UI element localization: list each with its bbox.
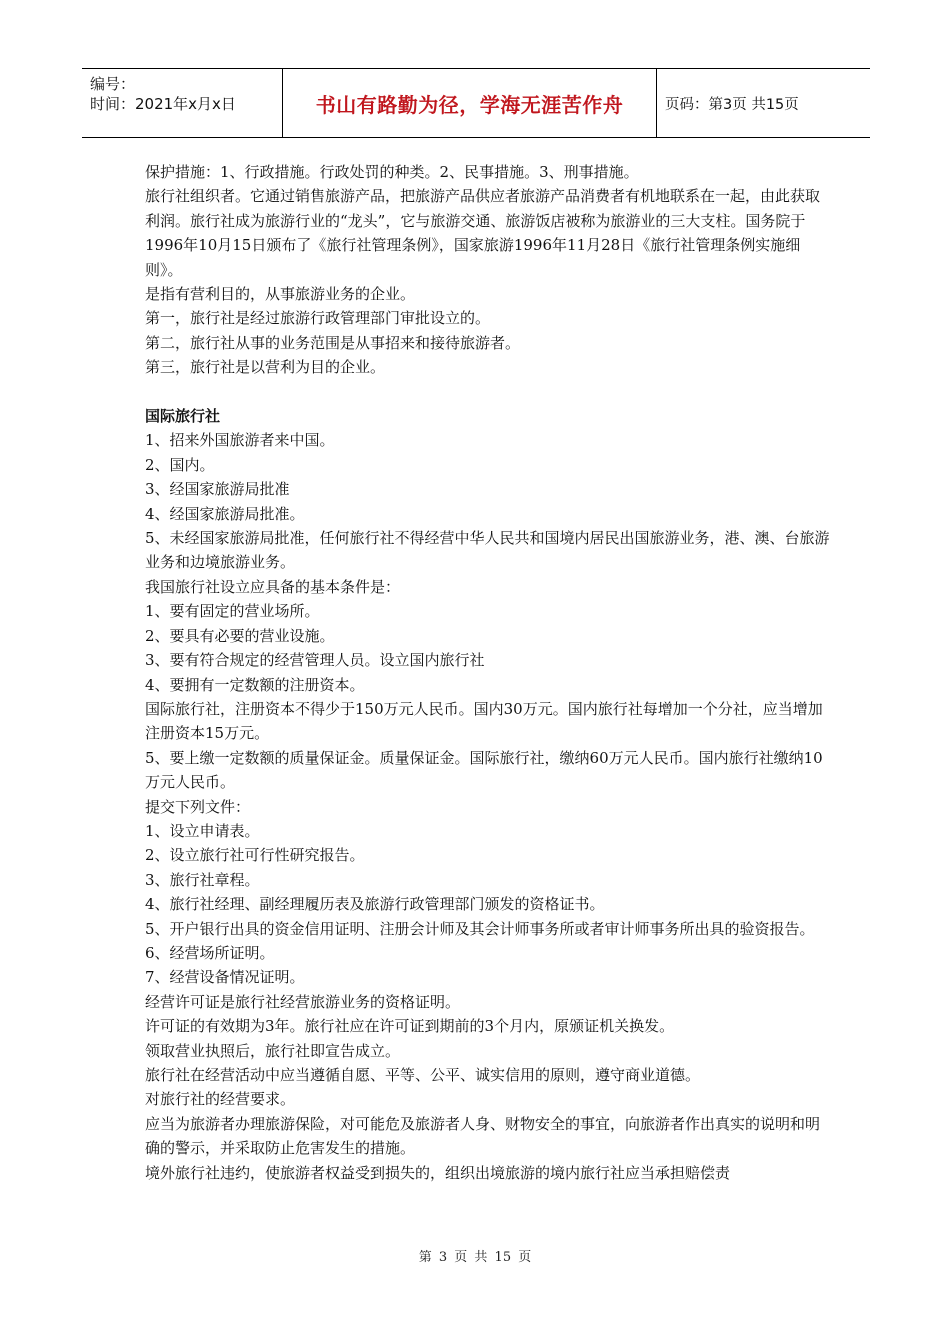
body-paragraph: 5、开户银行出具的资金信用证明、注册会计师及其会计师事务所或者审计师事务所出具的验资报告。 [145,919,815,938]
body-paragraph: 第三，旅行社是以营利为目的企业。 [145,358,386,377]
body-paragraph: 1、设立申请表。 [145,821,260,840]
body-paragraph: 许可证的有效期为3年。旅行社应在许可证到期前的3个月内，原颁证机关换发。 [145,1017,675,1036]
body-paragraph: 第二，旅行社从事的业务范围是从事招来和接待旅游者。 [145,333,521,352]
body-paragraph: 4、旅行社经理、副经理履历表及旅游行政管理部门颁发的资格证书。 [145,895,605,914]
header-motto: 书山有路勤为径，学海无涯苦作舟 [283,69,657,137]
body-paragraph: 第一，旅行社是经过旅游行政管理部门审批设立的。 [145,309,491,328]
body-paragraph: 我国旅行社设立应具备的基本条件是： [145,577,401,596]
body-paragraph: 7、经营设备情况证明。 [145,968,305,987]
body-paragraph: 1、招来外国旅游者来中国。 [145,431,335,450]
body-paragraph: 旅行社组织者。它通过销售旅游产品，把旅游产品供应者旅游产品消费者有机地联系在一起，由此获取利润。旅行社成为旅游行业的“龙头”，它与旅游交通、旅游饭店被称为旅游业的三大支柱。国务院于1996年10月15日颁布了《旅行社管理条例》，国家旅游1996年11月28日《旅行社管理条例实施细则》。 [145,187,821,279]
body-paragraph: 3、旅行社章程。 [145,870,260,889]
paragraph-spacer [145,380,830,404]
document-date: 时间：2021年x月x日 [90,95,236,113]
body-paragraph: 3、经国家旅游局批准 [145,480,290,499]
header-meta [82,69,283,137]
section-heading: 国际旅行社 [145,407,221,426]
body-paragraph: 领取营业执照后，旅行社即宣告成立。 [145,1041,401,1060]
body-paragraph: 提交下列文件： [145,797,251,816]
body-paragraph: 2、要具有必要的营业设施。 [145,626,335,645]
body-paragraph: 对旅行社的经营要求。 [145,1090,296,1109]
body-paragraph: 是指有营利目的，从事旅游业务的企业。 [145,285,416,304]
page-footer: 第 3 页 共 15 页 [418,1250,532,1265]
body-paragraph: 保护措施：1、行政措施。行政处罚的种类。2、民事措施。3、刑事措施。 [145,163,639,181]
body-paragraph: 5、未经国家旅游局批准，任何旅行社不得经营中华人民共和国境内居民出国旅游业务，港、澳、台旅游业务和边境旅游业务。 [145,529,830,572]
body-paragraph: 经营许可证是旅行社经营旅游业务的资格证明。 [145,992,461,1011]
body-paragraph: 2、国内。 [145,455,215,474]
body-paragraph: 1、要有固定的营业场所。 [145,602,320,621]
body-paragraph: 4、要拥有一定数额的注册资本。 [145,675,365,694]
body-paragraph: 3、要有符合规定的经营管理人员。设立国内旅行社 [145,651,485,670]
body-paragraph: 6、经营场所证明。 [145,943,275,962]
body-paragraph: 5、要上缴一定数额的质量保证金。质量保证金。国际旅行社，缴纳60万元人民币。国内旅行社缴纳10万元人民币。 [145,748,823,792]
document-body [145,160,830,1185]
body-paragraph: 4、经国家旅游局批准。 [145,504,305,523]
body-paragraph: 国际旅行社，注册资本不得少于150万元人民币。国内30万元。国内旅行社每增加一个分社，应当增加注册资本15万元。 [145,699,823,743]
document-number-label: 编号： [90,75,136,93]
body-paragraph: 2、设立旅行社可行性研究报告。 [145,846,365,865]
header-page-info: 页码：第3页 共15页 [665,96,799,113]
body-paragraph: 应当为旅游者办理旅游保险，对可能危及旅游者人身、财物安全的事宜，向旅游者作出真实的说明和明确的警示，并采取防止危害发生的措施。 [145,1114,821,1158]
body-paragraph: 境外旅行社违约，使旅游者权益受到损失的，组织出境旅游的境内旅行社应当承担赔偿责 [145,1163,731,1182]
body-paragraph: 旅行社在经营活动中应当遵循自愿、平等、公平、诚实信用的原则，遵守商业道德。 [145,1066,701,1085]
page-header [82,68,870,138]
